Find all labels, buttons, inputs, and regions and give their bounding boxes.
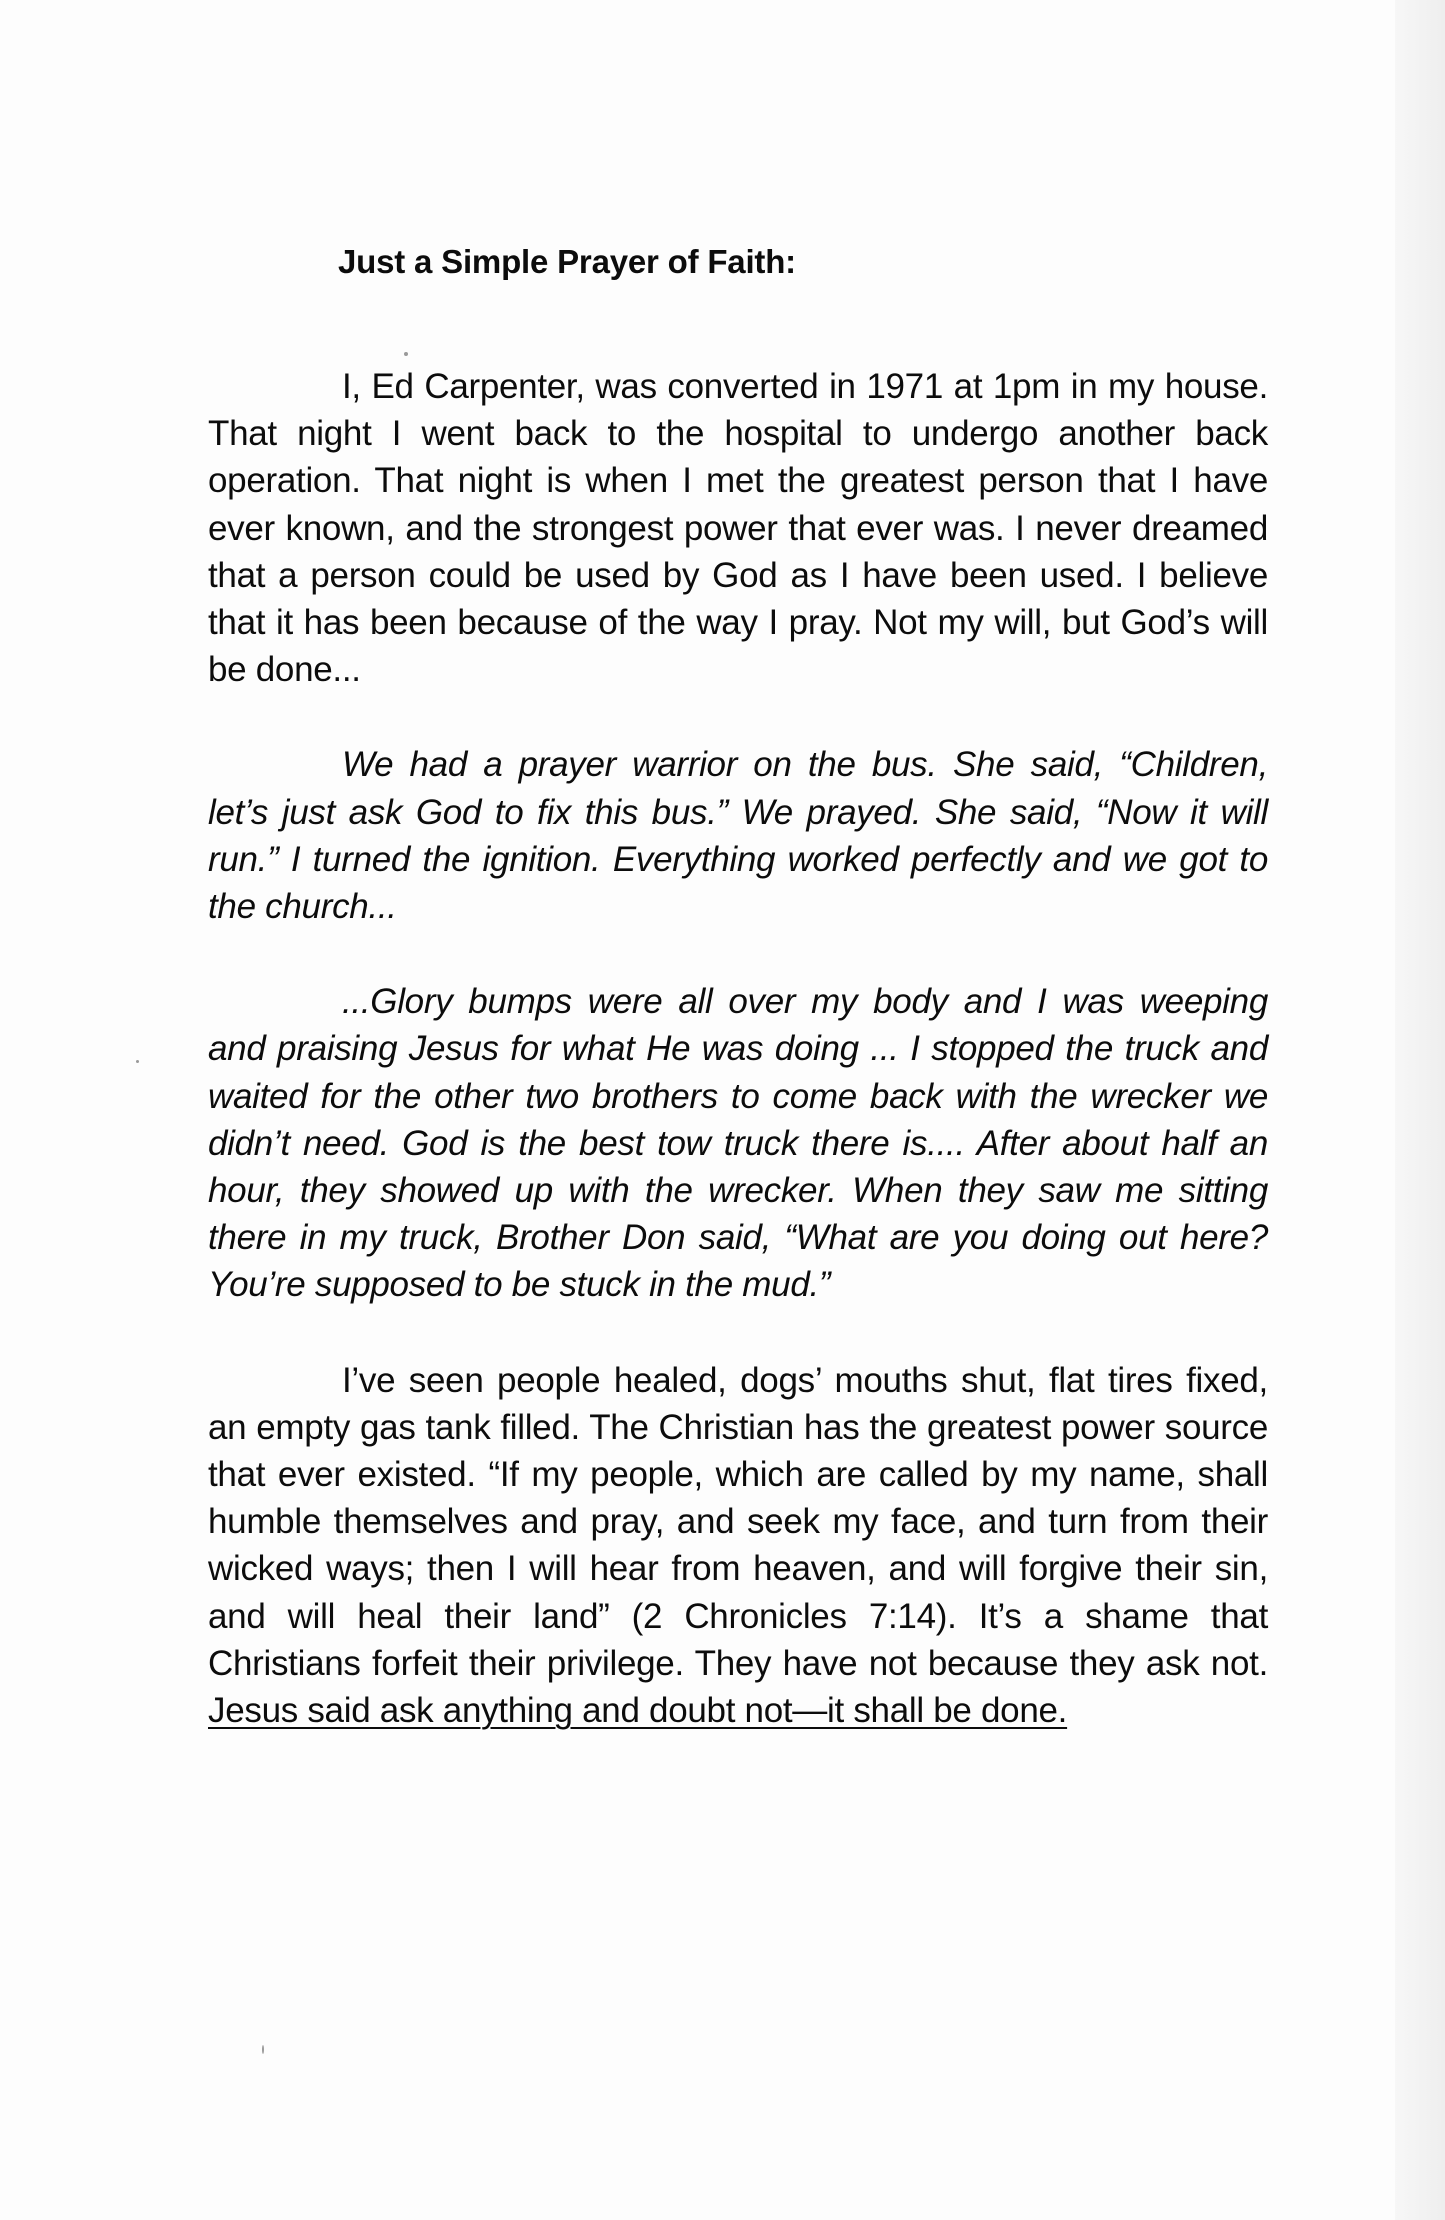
paragraph-power-source-text: I’ve seen people healed, dogs’ mouths shut, flat tires fixed, an empty gas tank filled. The Christian has the greatest power source that ever existed. “If my people, which are called by my name, shall humble themselves and pray, and seek my face, and turn from their wicked ways; then I will hear from heaven, and will forgive their sin, and will heal their land” (2 Chronicles 7:14). It’s a shame that Christians forfeit their privilege. They have not because they ask not. bbox=[208, 1360, 1268, 1683]
scan-speck bbox=[262, 2045, 264, 2054]
document-title: Just a Simple Prayer of Faith: bbox=[338, 243, 796, 280]
paragraph-truck-story: ...Glory bumps were all over my body and I was weeping and praising Jesus for what He was doing ... I stopped the truck and waited for the other two brothers to come back with the wrecker we didn’t need. God is the best tow truck there is.... After about half an hour, they showed up with the wrecker. When they saw me sitting there in my truck, Brother Don said, “What are you doing out here? You’re supposed to be stuck in the mud.” bbox=[208, 982, 1268, 1305]
paragraph-conversion: I, Ed Carpenter, was converted in 1971 at 1pm in my house. That night I went back to the hospital to undergo another back operation. That night is when I met the greatest person that I have ever known, and the strongest power that ever was. I never dreamed that a person could be used by God as I have been used. I believe that it has been because of the way I pray. Not my will, but God’s will be done... bbox=[208, 367, 1268, 690]
document-body bbox=[208, 242, 1268, 1734]
scan-speck bbox=[136, 1060, 139, 1063]
paragraph-power-source bbox=[208, 1357, 1268, 1735]
page-edge-shadow bbox=[1395, 0, 1445, 2220]
underlined-closing-sentence: Jesus said ask anything and doubt not—it shall be done. bbox=[208, 1691, 1068, 1731]
paragraph-bus-story: We had a prayer warrior on the bus. She said, “Children, let’s just ask God to fix this bus.” We prayed. She said, “Now it will run.” I turned the ignition. Everything worked perfectly and we got to the church... bbox=[208, 745, 1268, 927]
